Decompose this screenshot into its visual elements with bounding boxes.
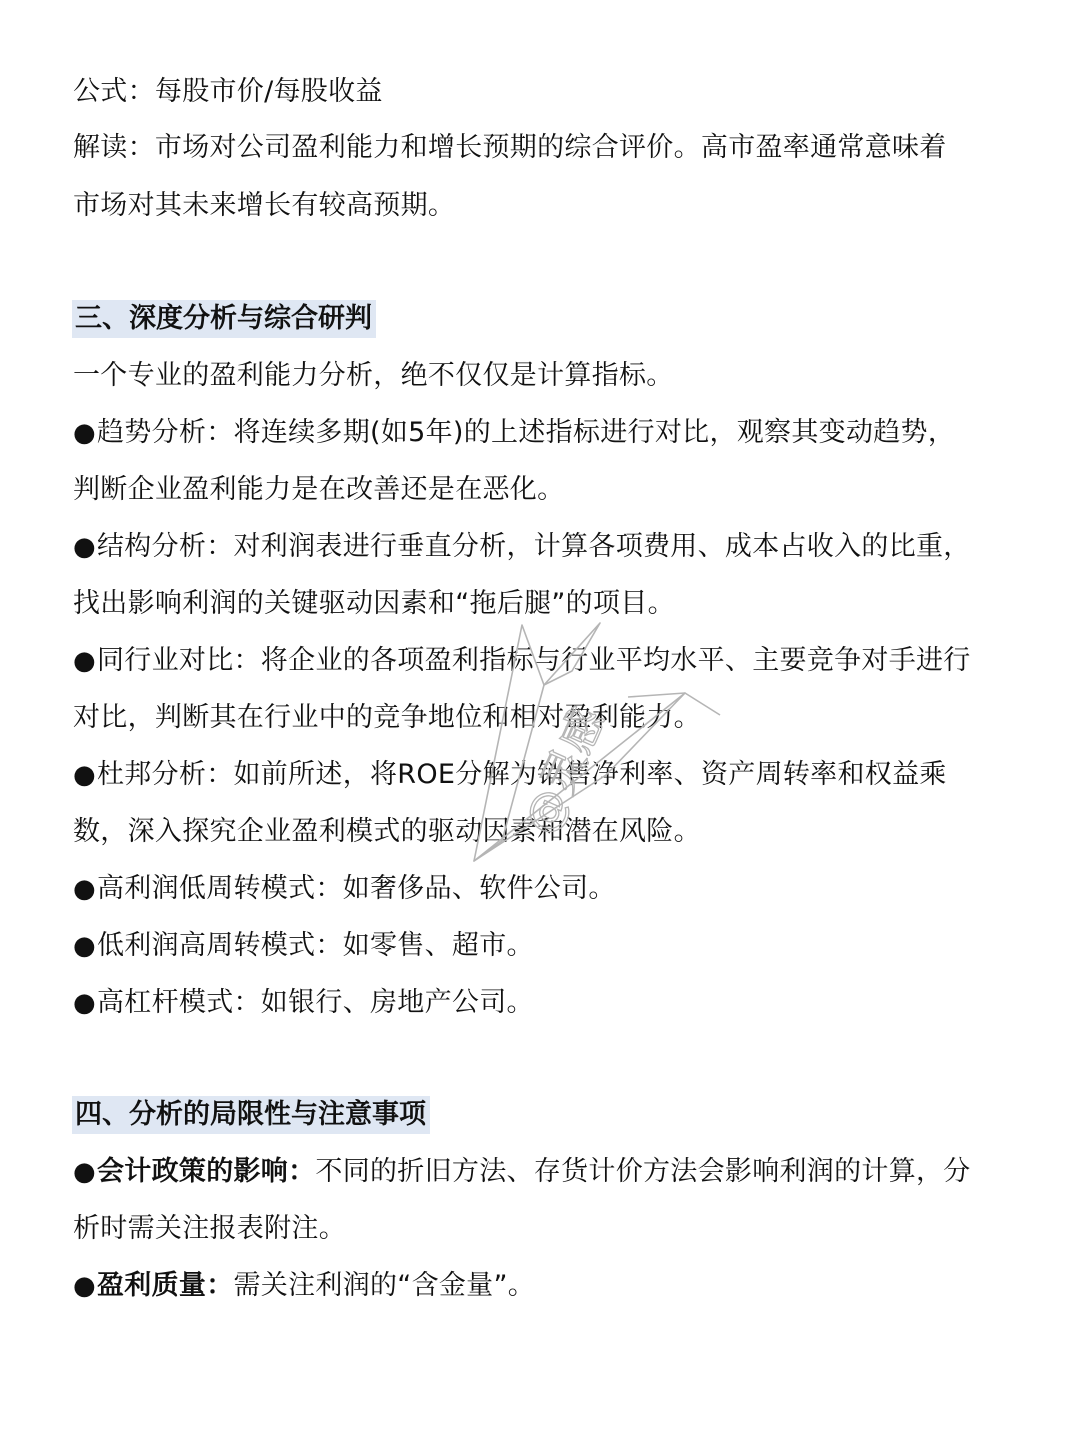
bullet-text: 不同的折旧方法、存货计价方法会影响利润的计算，分 <box>315 1156 971 1187</box>
section-3-intro: 一个专业的盈利能力分析，绝不仅仅是计算指标。 <box>73 360 674 391</box>
interpretation-line-2: 市场对其未来增长有较高预期。 <box>73 190 456 221</box>
bullet-low-margin-model <box>73 926 1008 966</box>
bullet-text: 高利润低周转模式：如奢侈品、软件公司。 <box>97 873 616 904</box>
bullet-continuation: 找出影响利润的关键驱动因素和“拖后腿”的项目。 <box>73 588 675 619</box>
bullet-high-leverage-model <box>73 983 1008 1023</box>
bullet-text: 结构分析：对利润表进行垂直分析，计算各项费用、成本占收入的比重， <box>97 531 971 562</box>
bullet-dot-icon: ● <box>73 1271 96 1301</box>
formula-label: 公式： <box>73 76 155 107</box>
bullet-earnings-quality <box>73 1266 1008 1306</box>
bullet-continuation: 析时需关注报表附注。 <box>73 1213 346 1244</box>
bullet-trend-analysis <box>73 413 1008 453</box>
section-3-heading: 三、深度分析与综合研判 <box>72 300 376 338</box>
bullet-dupont-analysis <box>73 755 1008 795</box>
bullet-text: 高杠杆模式：如银行、房地产公司。 <box>97 987 534 1018</box>
bullet-text: 同行业对比：将企业的各项盈利指标与行业平均水平、主要竞争对手进行 <box>97 645 971 676</box>
bullet-dot-icon: ● <box>73 988 96 1018</box>
bullet-text: 趋势分析：将连续多期(如5年)的上述指标进行对比，观察其变动趋势， <box>97 417 956 448</box>
interpretation-text-1: 市场对公司盈利能力和增长预期的综合评价。高市盈率通常意味着 <box>154 132 947 163</box>
formula-text: 每股市价/每股收益 <box>154 76 383 107</box>
bullet-dot-icon: ● <box>73 874 96 904</box>
interpretation-line-1 <box>73 128 1008 168</box>
bullet-structure-analysis <box>73 527 1008 567</box>
bullet-dot-icon: ● <box>73 1157 96 1187</box>
bullet-accounting-policy <box>73 1152 1008 1192</box>
bullet-dot-icon: ● <box>73 931 96 961</box>
bullet-continuation: 数，深入探究企业盈利模式的驱动因素和潜在风险。 <box>73 816 701 847</box>
bullet-high-margin-model <box>73 869 1008 909</box>
bullet-bold-label: 会计政策的影响： <box>97 1156 316 1187</box>
bullet-dot-icon: ● <box>73 646 96 676</box>
formula-line <box>73 72 1008 112</box>
bullet-text: 需关注利润的“含金量”。 <box>233 1270 536 1301</box>
bullet-dot-icon: ● <box>73 418 96 448</box>
bullet-dot-icon: ● <box>73 532 96 562</box>
bullet-dot-icon: ● <box>73 760 96 790</box>
bullet-peer-comparison <box>73 641 1008 681</box>
bullet-text: 低利润高周转模式：如零售、超市。 <box>97 930 534 961</box>
bullet-bold-label: 盈利质量： <box>97 1270 234 1301</box>
bullet-text: 杜邦分析：如前所述，将ROE分解为销售净利率、资产周转率和权益乘 <box>97 759 947 790</box>
bullet-continuation: 判断企业盈利能力是在改善还是在恶化。 <box>73 474 565 505</box>
watermark-text: @灵感 <box>514 700 615 842</box>
interpretation-label: 解读： <box>73 132 155 163</box>
bullet-continuation: 对比，判断其在行业中的竞争地位和相对盈利能力。 <box>73 702 701 733</box>
section-4-heading: 四、分析的局限性与注意事项 <box>72 1096 430 1134</box>
